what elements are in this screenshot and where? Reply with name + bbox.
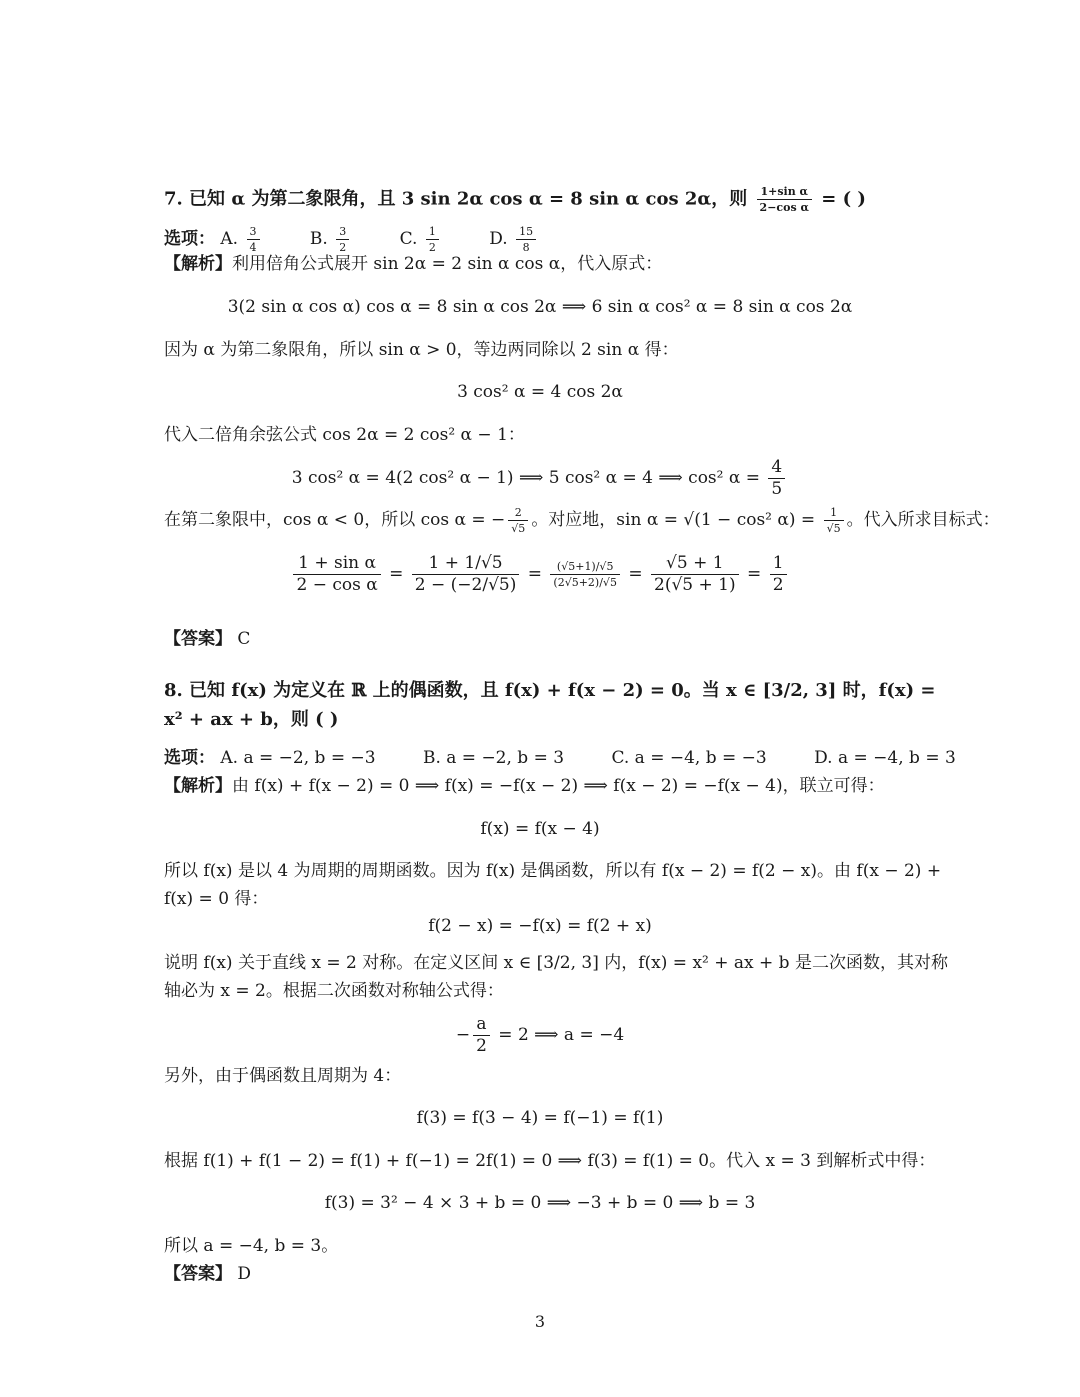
q7-eq5-f2-den: 2 − (−2/√5) bbox=[414, 575, 517, 595]
q8-analysis-line bbox=[164, 778, 885, 795]
q8-option-a: A. a = −2, b = −3 bbox=[220, 748, 376, 768]
q7-text-4b-den: √5 bbox=[826, 522, 841, 535]
q7-opt-c-num: 1 bbox=[426, 226, 439, 240]
q7-answer: C bbox=[237, 629, 251, 649]
q7-text-4b: 。对应地，sin α = √(1 − cos² α) = bbox=[531, 510, 821, 530]
q8-text-4: 另外，由于偶函数且周期为 4： bbox=[164, 1066, 402, 1086]
q8-options-label: 选项： bbox=[164, 748, 215, 768]
q7-option-c bbox=[400, 226, 442, 253]
q7-eq5-f3-num: (√5+1)/√5 bbox=[550, 561, 620, 575]
equals-sign: = bbox=[628, 564, 643, 584]
q7-text-4a-num: 2 bbox=[508, 507, 528, 521]
q7-eq5-f2-num: 1 + 1/√5 bbox=[412, 555, 520, 575]
q7-eq5-frac-3 bbox=[550, 561, 620, 588]
q8-option-c: C. a = −4, b = −3 bbox=[611, 748, 767, 768]
q8-option-b: B. a = −2, b = 3 bbox=[422, 748, 565, 768]
q7-text-4b-frac bbox=[824, 507, 844, 534]
q7-opt-a-den: 4 bbox=[249, 241, 257, 254]
q7-text-4a-frac bbox=[508, 507, 528, 534]
q8-eq3-frac bbox=[473, 1016, 490, 1055]
q7-eq5-f5-num: 1 bbox=[770, 555, 787, 575]
q8-answer: D bbox=[237, 1264, 252, 1284]
q7-text-4b-num: 1 bbox=[824, 507, 844, 521]
q7-equation-5 bbox=[0, 555, 1080, 594]
q7-opt-a-letter: A. bbox=[220, 229, 244, 249]
q8-text-5: 根据 f(1) + f(1 − 2) = f(1) + f(−1) = 2f(1) = 0 ⟹ f(3) = f(1) = 0。代入 x = 3 到解析式中得： bbox=[164, 1151, 936, 1171]
q8-text-2a: 所以 f(x) 是以 4 为周期的周期函数。因为 f(x) 是偶函数，所以有 f(x − 2) = f(2 − x)。由 f(x − 2) + bbox=[164, 861, 942, 881]
q7-opt-a-num: 3 bbox=[247, 226, 260, 240]
q8-analysis-text: 由 f(x) + f(x − 2) = 0 ⟹ f(x) = −f(x − 2) ⟹ f(x − 2) = −f(x − 4)，联立可得： bbox=[232, 776, 885, 796]
q7-analysis-tag: 【解析】 bbox=[164, 254, 232, 274]
q7-opt-c-den: 2 bbox=[428, 241, 436, 254]
q8-answer-tag: 【答案】 bbox=[164, 1264, 232, 1284]
q7-eq3-den: 5 bbox=[771, 479, 783, 499]
q7-eq5-f4-num: √5 + 1 bbox=[651, 555, 739, 575]
q7-eq3-num: 4 bbox=[768, 459, 785, 479]
q7-equation-3 bbox=[0, 459, 1080, 498]
q7-opt-c-letter: C. bbox=[399, 229, 423, 249]
q7-eq3-text: 3 cos² α = 4(2 cos² α − 1) ⟹ 5 cos² α = 4 ⟹ cos² α = bbox=[291, 468, 766, 488]
q7-option-a bbox=[220, 226, 262, 253]
q7-answer-tag: 【答案】 bbox=[164, 629, 232, 649]
q8-text-2b: f(x) = 0 得： bbox=[164, 889, 269, 909]
q7-equation-2: 3 cos² α = 4 cos 2α bbox=[457, 382, 623, 402]
q7-eq5-f5-den: 2 bbox=[772, 575, 784, 595]
q7-opt-a-frac bbox=[247, 226, 260, 253]
q8-analysis-tag: 【解析】 bbox=[164, 776, 232, 796]
q7-opt-b-num: 3 bbox=[336, 226, 349, 240]
q8-eq3-minus: − bbox=[455, 1025, 471, 1045]
q7-option-b bbox=[310, 226, 352, 253]
q7-opt-b-den: 2 bbox=[339, 241, 347, 254]
q7-eq5-f4-den: 2(√5 + 1) bbox=[654, 575, 736, 595]
q7-eq5-frac-5 bbox=[770, 555, 787, 594]
q7-opt-d-frac bbox=[516, 226, 536, 253]
q7-opt-d-den: 8 bbox=[522, 241, 530, 254]
q7-eq5-frac-1 bbox=[293, 555, 380, 594]
q7-title-frac-num: 1+sin α bbox=[757, 186, 812, 200]
q7-opt-d-letter: D. bbox=[489, 229, 514, 249]
q7-text-4 bbox=[164, 507, 1000, 534]
q7-options-label: 选项： bbox=[164, 229, 215, 249]
q7-options bbox=[164, 226, 581, 253]
q7-opt-c-frac bbox=[426, 226, 439, 253]
q7-title-tail: = ( ) bbox=[814, 188, 866, 210]
q8-answer-line bbox=[164, 1266, 251, 1283]
equals-sign: = bbox=[389, 564, 404, 584]
q7-text-2: 因为 α 为第二象限角，所以 sin α > 0，等边两同除以 2 sin α 得： bbox=[164, 340, 679, 360]
q8-equation-1: f(x) = f(x − 4) bbox=[480, 819, 600, 839]
q7-opt-d-num: 15 bbox=[516, 226, 536, 240]
q7-eq5-frac-2 bbox=[412, 555, 520, 594]
q7-eq5-frac-4 bbox=[651, 555, 739, 594]
q7-text-4c: 。代入所求目标式： bbox=[846, 510, 1000, 530]
q8-title-2: x² + ax + b，则 ( ) bbox=[164, 709, 339, 730]
q8-title-1: 8. 已知 f(x) 为定义在 ℝ 上的偶函数，且 f(x) + f(x − 2) = 0。当 x ∈ [3/2, 3] 时，f(x) = bbox=[164, 680, 936, 701]
q7-text-3: 代入二倍角余弦公式 cos 2α = 2 cos² α − 1： bbox=[164, 425, 525, 445]
q7-text-4a: 在第二象限中，cos α < 0，所以 cos α = − bbox=[164, 510, 506, 530]
q7-answer-line bbox=[164, 631, 250, 648]
q8-options bbox=[164, 750, 998, 767]
q8-text-6: 所以 a = −4, b = 3。 bbox=[164, 1236, 339, 1256]
q8-eq3-den: 2 bbox=[476, 1036, 487, 1056]
q7-eq3-frac bbox=[768, 459, 785, 498]
q7-eq5-f1-den: 2 − cos α bbox=[296, 575, 378, 595]
q7-analysis-line bbox=[164, 256, 662, 273]
q7-title-fraction bbox=[757, 186, 812, 213]
q7-analysis-text: 利用倍角公式展开 sin 2α = 2 sin α cos α，代入原式： bbox=[232, 254, 663, 274]
page-number: 3 bbox=[534, 1312, 546, 1331]
q7-equation-1: 3(2 sin α cos α) cos α = 8 sin α cos 2α ⟹ 6 sin α cos² α = 8 sin α cos 2α bbox=[227, 297, 853, 317]
q7-title-text: 7. 已知 α 为第二象限角，且 3 sin 2α cos α = 8 sin α cos 2α，则 bbox=[164, 188, 754, 210]
equals-sign: = bbox=[527, 564, 543, 584]
q8-equation-5: f(3) = 3² − 4 × 3 + b = 0 ⟹ −3 + b = 0 ⟹ b = 3 bbox=[324, 1193, 756, 1213]
q7-opt-b-letter: B. bbox=[309, 229, 334, 249]
equals-sign: = bbox=[747, 564, 762, 584]
q7-title bbox=[164, 186, 866, 213]
q8-equation-4: f(3) = f(3 − 4) = f(−1) = f(1) bbox=[416, 1108, 664, 1128]
q7-text-4a-den: √5 bbox=[511, 522, 526, 535]
q7-opt-b-frac bbox=[336, 226, 349, 253]
q8-option-d: D. a = −4, b = 3 bbox=[814, 748, 956, 768]
q8-equation-3 bbox=[0, 1016, 1080, 1055]
q8-eq3-post: = 2 ⟹ a = −4 bbox=[492, 1025, 625, 1045]
q8-text-3a: 说明 f(x) 关于直线 x = 2 对称。在定义区间 x ∈ [3/2, 3] 内，f(x) = x² + ax + b 是二次函数，其对称 bbox=[164, 953, 948, 973]
q7-title-frac-den: 2−cos α bbox=[759, 201, 809, 214]
q7-option-d bbox=[489, 226, 539, 253]
q7-eq5-f1-num: 1 + sin α bbox=[293, 555, 380, 575]
q8-equation-2: f(2 − x) = −f(x) = f(2 + x) bbox=[428, 916, 652, 936]
q7-eq5-f3-den: (2√5+2)/√5 bbox=[553, 576, 617, 589]
q8-eq3-num: a bbox=[473, 1016, 490, 1036]
q8-text-3b: 轴必为 x = 2。根据二次函数对称轴公式得： bbox=[164, 981, 504, 1001]
